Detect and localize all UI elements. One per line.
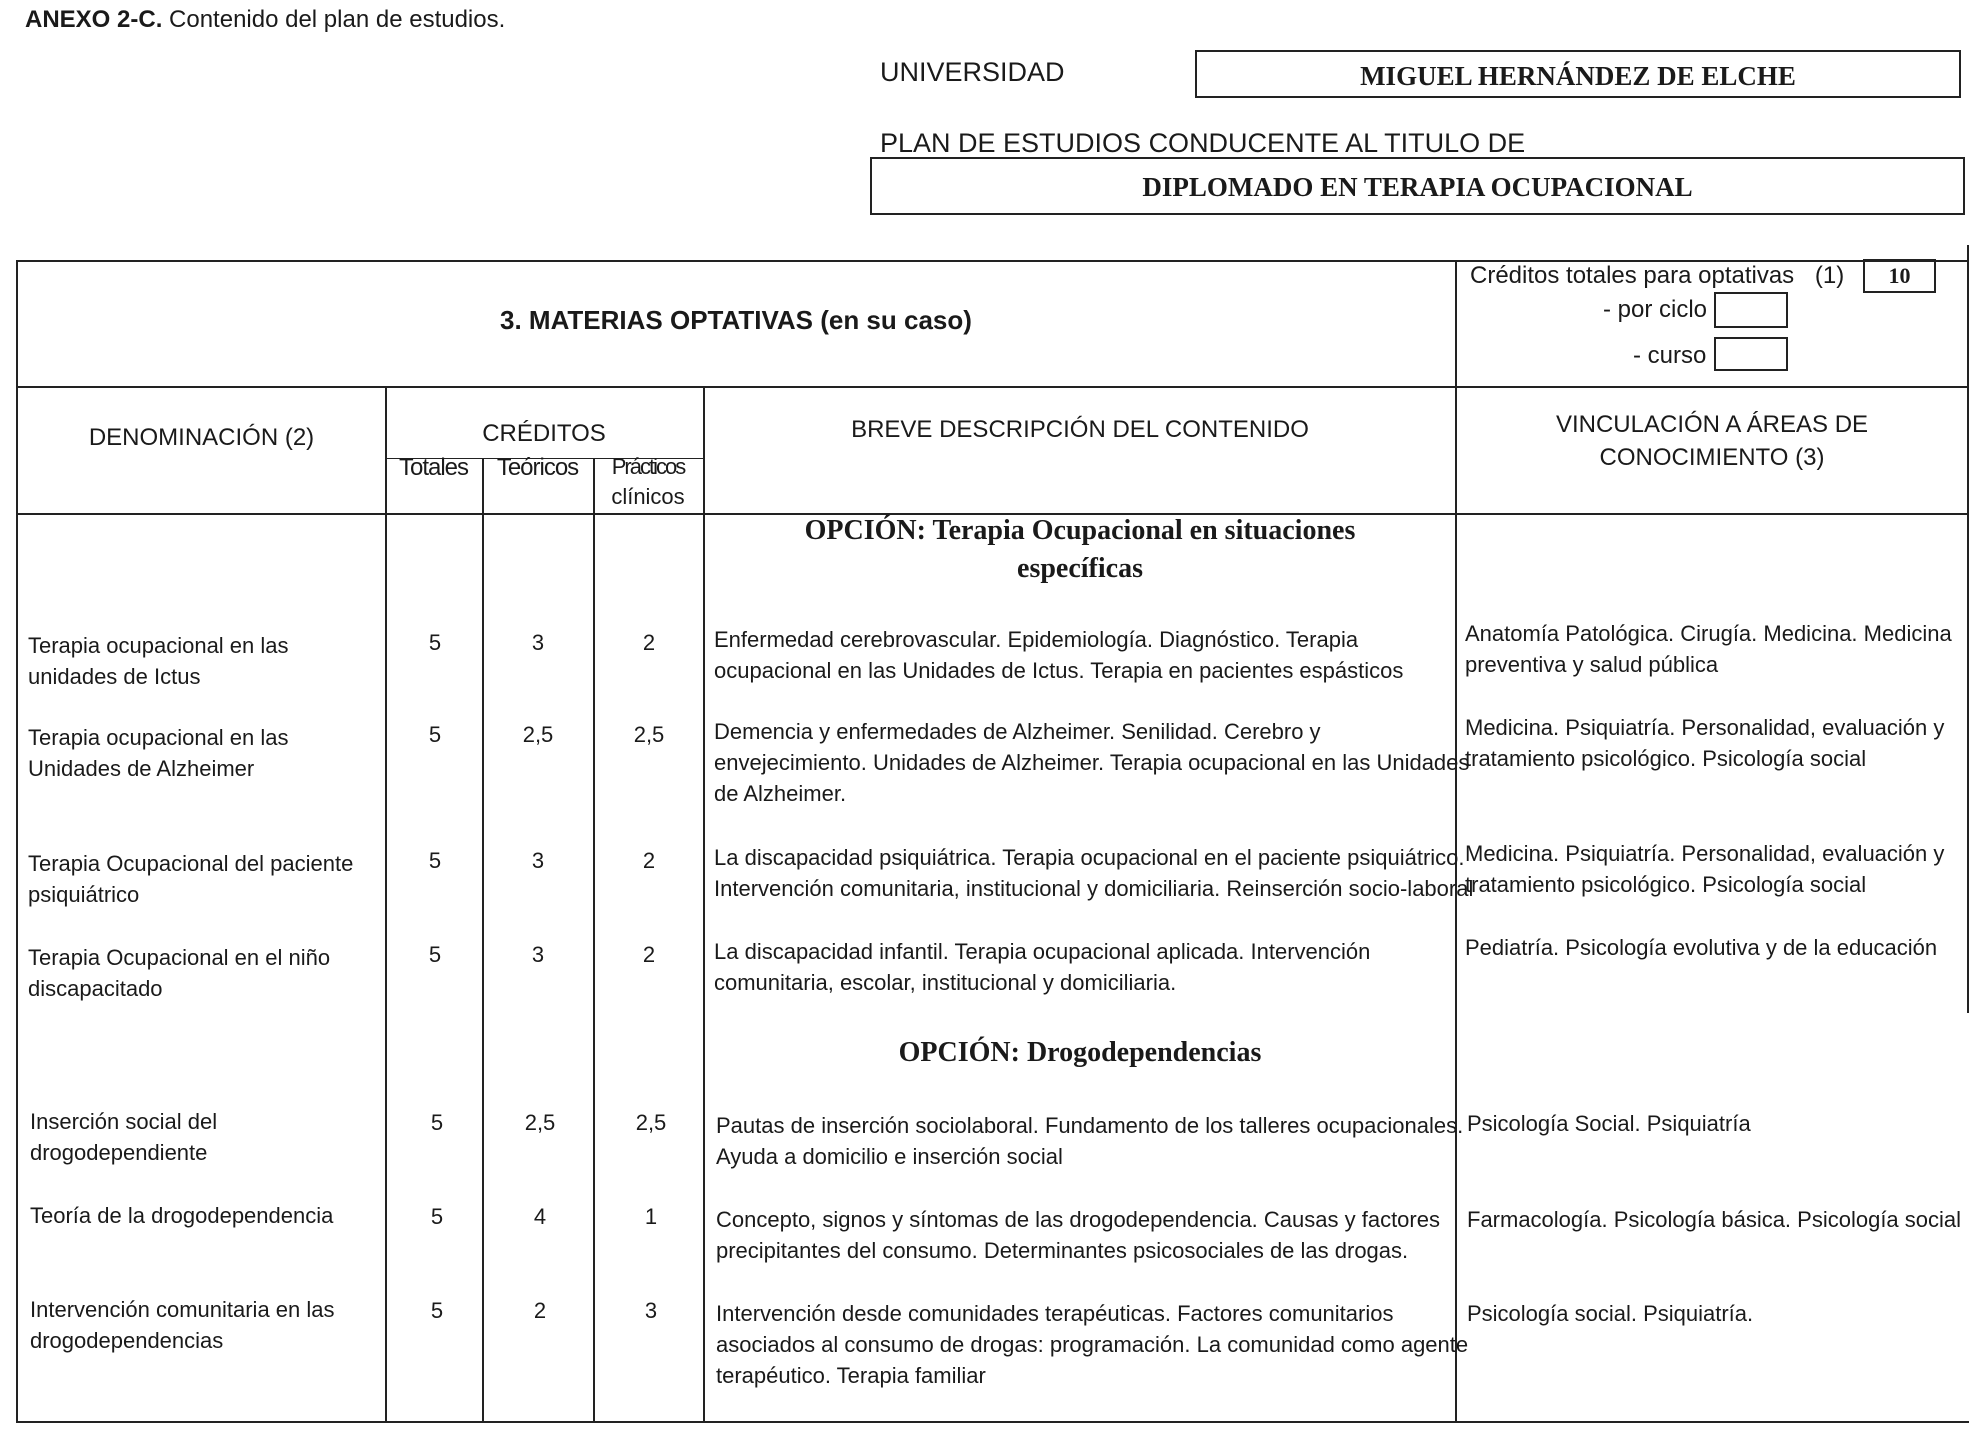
per-cycle-box <box>1714 292 1788 328</box>
subject-name-line: Inserción social del <box>30 1109 218 1134</box>
credits-theory: 2,5 <box>524 1110 556 1135</box>
areas-line: tratamiento psicológico. Psicología social <box>1465 746 1867 771</box>
annex-heading <box>25 6 505 34</box>
description-line: precipitantes del consumo. Determinantes psicosociales de las drogas. <box>716 1238 1409 1263</box>
credits-theory: 3 <box>531 848 545 873</box>
col-header-total: Totales <box>398 454 469 481</box>
col-header-practice-2: clínicos <box>611 484 685 509</box>
university-name-box: MIGUEL HERNÁNDEZ DE ELCHE <box>1195 50 1961 98</box>
credits-practice: 3 <box>644 1298 658 1323</box>
areas-line: Medicina. Psiquiatría. Personalidad, evaluación y <box>1465 841 1945 866</box>
section-divider-line <box>16 386 1969 388</box>
credits-total: 5 <box>428 630 442 655</box>
subject-name-line: Teoría de la drogodependencia <box>30 1203 334 1228</box>
knowledge-areas <box>1467 1204 1961 1235</box>
university-label: UNIVERSIDAD <box>880 57 1065 87</box>
plan-label: PLAN DE ESTUDIOS CONDUCENTE AL TITULO DE <box>880 128 1526 158</box>
option-heading <box>705 512 1455 588</box>
subject-name <box>28 630 289 692</box>
credits-practice: 2,5 <box>633 722 665 747</box>
total-credits-row <box>1470 262 1844 290</box>
description-line: La discapacidad infantil. Terapia ocupacional aplicada. Intervención <box>714 939 1371 964</box>
credits-total: 5 <box>430 1298 444 1323</box>
description-line: Intervención comunitaria, institucional y domiciliaria. Reinserción socio-laboral <box>714 876 1474 901</box>
per-course-box <box>1714 337 1788 371</box>
subject-description <box>714 936 1370 998</box>
table-right-line <box>1967 245 1969 1013</box>
knowledge-areas <box>1465 618 1952 680</box>
credits-practice: 2 <box>642 942 656 967</box>
credits-total: 5 <box>428 848 442 873</box>
subject-name-line: drogodependencias <box>30 1328 224 1353</box>
credits-total: 5 <box>428 722 442 747</box>
col-header-theory: Teóricos <box>496 454 579 481</box>
description-line: Concepto, signos y síntomas de las drogodependencia. Causas y factores <box>716 1207 1440 1232</box>
subject-name <box>30 1294 335 1356</box>
description-line: Ayuda a domicilio e inserción social <box>716 1144 1063 1169</box>
table-bottom-line <box>16 1421 1969 1423</box>
subject-name-line: discapacitado <box>28 976 163 1001</box>
subject-description <box>714 842 1473 904</box>
knowledge-areas <box>1467 1298 1753 1329</box>
knowledge-areas <box>1465 712 1944 774</box>
total-credits-note: (1) <box>1814 262 1845 289</box>
subject-name-line: Intervención comunitaria en las <box>30 1297 335 1322</box>
credits-theory: 2,5 <box>522 722 554 747</box>
areas-line: Psicología Social. Psiquiatría <box>1467 1111 1751 1136</box>
areas-line: Psicología social. Psiquiatría. <box>1467 1301 1754 1326</box>
areas-line: preventiva y salud pública <box>1465 652 1719 677</box>
knowledge-areas <box>1465 838 1944 900</box>
credits-total: 5 <box>430 1110 444 1135</box>
knowledge-areas <box>1467 1108 1751 1139</box>
subject-name-line: unidades de Ictus <box>28 664 201 689</box>
col-header-areas-2: CONOCIMIENTO (3) <box>1599 444 1825 471</box>
subject-name-line: Unidades de Alzheimer <box>28 756 255 781</box>
description-line: ocupacional en las Unidades de Ictus. Terapia en pacientes espásticos <box>714 658 1404 683</box>
description-line: Demencia y enfermedades de Alzheimer. Senilidad. Cerebro y <box>714 719 1321 744</box>
areas-line: Medicina. Psiquiatría. Personalidad, evaluación y <box>1465 715 1945 740</box>
subject-name <box>30 1106 217 1168</box>
annex-description: Contenido del plan de estudios. <box>162 6 506 33</box>
subject-description <box>716 1110 1463 1172</box>
subject-name <box>30 1200 333 1231</box>
subject-description <box>714 624 1403 686</box>
annex-label: ANEXO 2-C. <box>25 6 163 33</box>
degree-title-box: DIPLOMADO EN TERAPIA OCUPACIONAL <box>870 157 1965 215</box>
theory-col-line <box>482 458 484 1423</box>
description-line: asociados al consumo de drogas: programación. La comunidad como agente <box>716 1332 1469 1357</box>
col-header-practice-1: Prácticos <box>611 454 685 479</box>
subject-name-line: Terapia ocupacional en las <box>28 633 289 658</box>
description-line: Pautas de inserción sociolaboral. Fundamento de los talleres ocupacionales. <box>716 1113 1464 1138</box>
areas-line: Anatomía Patológica. Cirugía. Medicina. Medicina <box>1465 621 1952 646</box>
credits-theory: 3 <box>531 942 545 967</box>
subject-name-line: Terapia ocupacional en las <box>28 725 289 750</box>
areas-line: Farmacología. Psicología básica. Psicología social <box>1467 1207 1962 1232</box>
credits-theory: 2 <box>533 1298 547 1323</box>
credits-theory: 3 <box>531 630 545 655</box>
credits-practice: 2 <box>642 630 656 655</box>
per-course-label: - curso <box>1633 342 1707 369</box>
subject-description <box>716 1298 1468 1391</box>
credits-total: 5 <box>430 1204 444 1229</box>
credits-col-line <box>385 386 387 1423</box>
description-line: terapéutico. Terapia familiar <box>716 1363 986 1388</box>
credits-total: 5 <box>428 942 442 967</box>
description-line: comunitaria, escolar, institucional y domiciliaria. <box>714 970 1177 995</box>
practice-col-line <box>593 458 595 1423</box>
areas-line: Pediatría. Psicología evolutiva y de la educación <box>1465 935 1938 960</box>
description-line: envejecimiento. Unidades de Alzheimer. Terapia ocupacional en las Unidades <box>714 750 1470 775</box>
subject-name-line: psiquiátrico <box>28 882 140 907</box>
option-title-line-1: OPCIÓN: Drogodependencias <box>898 1037 1262 1068</box>
col-header-areas-1: VINCULACIÓN A ÁREAS DE <box>1555 411 1869 438</box>
subject-name <box>28 848 353 910</box>
option-title-line-2: específicas <box>1017 553 1143 584</box>
areas-line: tratamiento psicológico. Psicología social <box>1465 872 1867 897</box>
option-title-line-1: OPCIÓN: Terapia Ocupacional en situaciones <box>804 515 1356 546</box>
per-cycle-label: - por ciclo <box>1603 296 1708 323</box>
description-line: Intervención desde comunidades terapéuticas. Factores comunitarios <box>716 1301 1394 1326</box>
col-header-description: BREVE DESCRIPCIÓN DEL CONTENIDO <box>851 416 1309 443</box>
credits-practice: 2 <box>642 848 656 873</box>
option-heading <box>705 1034 1455 1072</box>
col-header-name: DENOMINACIÓN (2) <box>88 424 315 451</box>
credits-practice: 1 <box>644 1204 658 1229</box>
credits-theory: 4 <box>533 1204 547 1229</box>
subject-name-line: Terapia Ocupacional en el niño <box>28 945 331 970</box>
knowledge-areas <box>1465 932 1937 963</box>
subject-name <box>28 942 330 1004</box>
subject-name <box>28 722 289 784</box>
subject-name-line: drogodependiente <box>30 1140 208 1165</box>
credits-practice: 2,5 <box>635 1110 667 1135</box>
description-line: Enfermedad cerebrovascular. Epidemiología. Diagnóstico. Terapia <box>714 627 1359 652</box>
total-credits-label: Créditos totales para optativas <box>1470 262 1795 289</box>
col-header-credits: CRÉDITOS <box>482 420 606 447</box>
description-line: de Alzheimer. <box>714 781 847 806</box>
subject-description <box>716 1204 1440 1266</box>
description-line: La discapacidad psiquiátrica. Terapia ocupacional en el paciente psiquiátrico. <box>714 845 1465 870</box>
subject-description <box>714 716 1469 809</box>
section-title: 3. MATERIAS OPTATIVAS (en su caso) <box>500 305 972 335</box>
subject-name-line: Terapia Ocupacional del paciente <box>28 851 354 876</box>
total-credits-value: 10 <box>1863 259 1936 293</box>
